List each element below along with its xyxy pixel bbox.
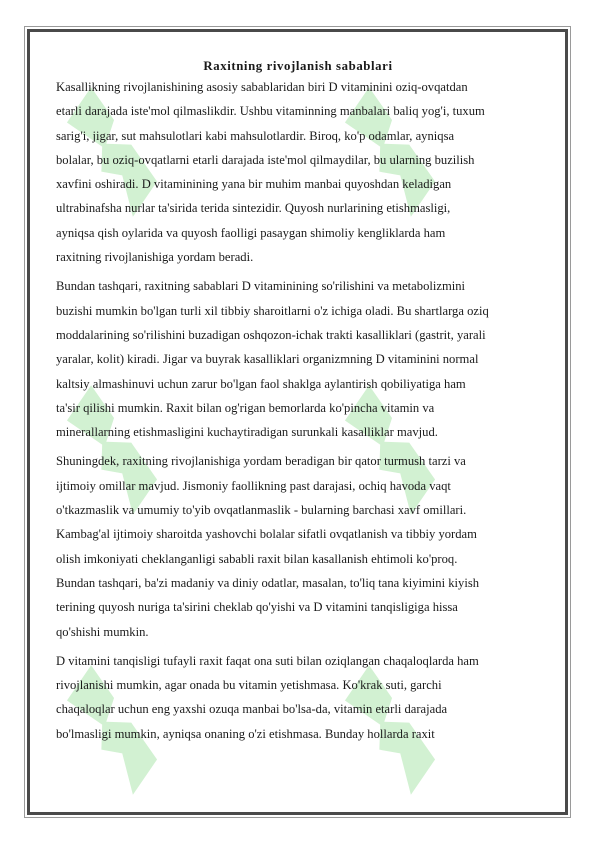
text-line: chaqaloqlar uchun eng yaxshi ozuqa manbai bo'lsa-da, vitamin etarli darajada <box>56 702 448 717</box>
text-line: qo'shishi mumkin. <box>56 624 149 639</box>
text-line: Kambag'al ijtimoiy sharoitda yashovchi bolalar sifatli ovqatlanish va tibbiy yordam <box>56 527 477 542</box>
text-line: olish imkoniyati cheklanganligi sababli raxit bilan kasallanish ehtimoli ko'proq. <box>56 551 458 566</box>
text-line: buzishi mumkin bo'lgan turli xil tibbiy sharoitlarni o'z ichiga oladi. Bu shartlarga oziq <box>56 303 489 318</box>
text-line: o'tkazmaslik va umumiy to'yib ovqatlanmaslik - bularning barchasi xavf omillari. <box>56 503 467 518</box>
text-line: sarig'i, jigar, sut mahsulotlari kabi mahsulotlardir. Biroq, ko'p odamlar, ayniqsa <box>56 128 455 143</box>
text-line: ayniqsa qish oylarida va quyosh faolligi pasaygan shimoliy kengliklarda ham <box>56 225 446 240</box>
document-title: Raxitning rivojlanish sabablari <box>203 59 393 73</box>
paragraph-3 <box>56 449 540 643</box>
text-line: minerallarning etishmasligini kuchaytiradigan surunkali kasalliklar mavjud. <box>56 425 438 440</box>
text-line: moddalarining so'rilishini buzadigan oshqozon-ichak trakti kasalliklari (gastrit, yarali <box>56 327 486 342</box>
text-line: terining quyosh nuriga ta'sirini cheklab qo'yishi va D vitamini tanqisligiga hissa <box>56 600 458 615</box>
document-body <box>56 56 540 751</box>
text-line: bo'lmasligi mumkin, ayniqsa onaning o'zi etishmasa. Bunday hollarda raxit <box>56 726 435 741</box>
text-line: Bundan tashqari, ba'zi madaniy va diniy odatlar, masalan, to'liq tana kiyimini kiyish <box>56 575 480 590</box>
text-line: Kasallikning rivojlanishining asosiy sabablaridan biri D vitaminini oziq-ovqatdan <box>56 80 468 94</box>
text-line: D vitamini tanqisligi tufayli raxit faqat ona suti bilan oziqlangan chaqaloqlarda ham <box>56 653 479 668</box>
paragraph-1 <box>56 75 540 269</box>
paragraph-4 <box>56 649 540 746</box>
text-line: Bundan tashqari, raxitning sabablari D vitaminining so'rilishini va metabolizmini <box>56 279 466 294</box>
text-line: kaltsiy almashinuvi uchun zarur bo'lgan faol shaklga aylantirish qobiliyatiga ham <box>56 376 466 391</box>
text-line: ultrabinafsha nurlar ta'sirida terida sintezidir. Quyosh nurlarining etishmasligi, <box>56 201 451 216</box>
text-line: ta'sir qilishi mumkin. Raxit bilan og'rigan bemorlarda ko'pincha vitamin va <box>56 400 435 415</box>
text-line: rivojlanishi mumkin, agar onada bu vitamin yetishmasa. Ko'krak suti, garchi <box>56 678 442 693</box>
text-line: raxitning rivojlanishiga yordam beradi. <box>56 250 254 265</box>
text-line: etarli darajada iste'mol qilmaslikdir. Ushbu vitaminning manbalari baliq yog'i, tuxum <box>56 104 485 119</box>
text-line: ijtimoiy omillar mavjud. Jismoniy faollikning past darajasi, ochiq havoda vaqt <box>56 478 451 493</box>
text-line: Shuningdek, raxitning rivojlanishiga yordam beradigan bir qator turmush tarzi va <box>56 454 466 469</box>
paragraph-2 <box>56 274 540 444</box>
text-line: yaralar, kolit) kiradi. Jigar va buyrak kasalliklari organizmning D vitaminini normal <box>56 352 479 367</box>
text-line: xavfini oshiradi. D vitaminining yana bir muhim manbai quyoshdan keladigan <box>56 177 452 192</box>
text-line: bolalar, bu oziq-ovqatlarni etarli darajada iste'mol qilmaydilar, bu ularning buzilish <box>56 152 475 167</box>
